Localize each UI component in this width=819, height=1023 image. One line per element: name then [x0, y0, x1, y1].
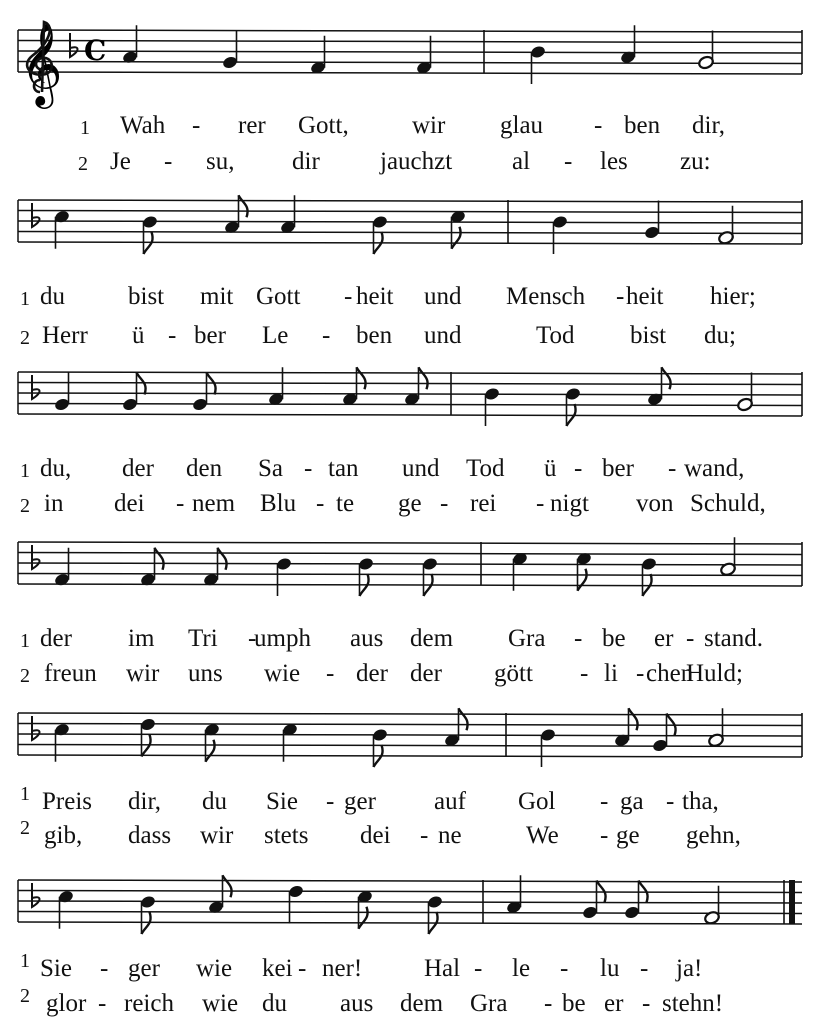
lyric-syllable: heit: [626, 283, 664, 310]
lyric-syllable: in: [44, 490, 64, 517]
lyric-syllable: Gott: [256, 283, 301, 310]
lyric-syllable: -: [164, 148, 173, 175]
lyric-syllable: uns: [188, 660, 223, 687]
lyric-syllable: freun: [44, 660, 97, 687]
lyric-syllable: ne: [438, 822, 462, 849]
lyric-syllable: ge: [616, 822, 640, 849]
lyric-syllable: und: [402, 455, 440, 482]
verse-number: 1: [20, 288, 30, 310]
lyric-syllable: stand.: [704, 625, 764, 652]
lyric-syllable: -: [574, 455, 583, 482]
lyric-syllable: er: [604, 990, 624, 1017]
flat-icon: [32, 883, 40, 907]
lyric-syllable: reich: [124, 990, 174, 1017]
verse-number: 2: [20, 327, 30, 349]
lyric-syllable: und: [424, 322, 462, 349]
lyric-syllable: -: [560, 955, 569, 982]
staff-line: [18, 901, 802, 903]
lyric-syllable: ber: [194, 322, 226, 349]
time-signature: C: [84, 34, 107, 67]
lyric-syllable: den: [186, 455, 223, 482]
lyric-syllable: -: [686, 625, 695, 652]
lyric-syllable: Schuld,: [690, 490, 766, 517]
lyric-syllable: ben: [356, 322, 393, 349]
lyric-syllable: Je: [110, 148, 131, 175]
lyric-syllable: Hal: [424, 955, 461, 982]
verse-number: 1: [20, 783, 30, 805]
verse-number: 2: [20, 495, 30, 517]
lyric-syllable: von: [636, 490, 674, 517]
lyric-syllable: er: [654, 625, 674, 652]
lyric-syllable: der: [410, 660, 442, 687]
lyric-syllable: Huld;: [686, 660, 743, 687]
lyric-syllable: be: [562, 990, 586, 1017]
lyric-syllable: du;: [704, 322, 736, 349]
lyric-syllable: Preis: [42, 788, 92, 815]
lyric-syllable: wir: [200, 822, 234, 849]
staff-line: [18, 912, 802, 914]
lyric-syllable: ger: [128, 955, 160, 982]
lyric-syllable: be: [602, 625, 626, 652]
note-flag: [359, 907, 368, 929]
lyric-syllable: der: [40, 625, 72, 652]
lyric-syllable: -: [192, 112, 201, 139]
lyric-syllable: Tod: [466, 455, 505, 482]
lyric-syllable: -: [580, 660, 589, 687]
lyric-syllable: -: [100, 955, 109, 982]
lyric-syllable: We: [526, 822, 559, 849]
lyric-syllable: lu: [600, 955, 620, 982]
lyric-syllable: -: [98, 990, 107, 1017]
staff-line: [18, 891, 802, 893]
lyric-syllable: -: [536, 490, 545, 517]
lyric-syllable: su,: [206, 148, 235, 175]
lyric-syllable: -: [298, 955, 307, 982]
lyric-syllable: auf: [434, 788, 466, 815]
lyric-syllable: stets: [264, 822, 309, 849]
lyric-syllable: hier;: [710, 283, 756, 310]
lyric-syllable: wie: [202, 990, 239, 1017]
lyric-syllable: kei: [262, 955, 293, 982]
lyric-syllable: Sa: [258, 455, 283, 482]
lyric-syllable: ben: [624, 112, 661, 139]
lyric-syllable: mit: [200, 283, 234, 310]
lyric-syllable: Gol: [518, 788, 556, 815]
verse-number: 2: [78, 153, 88, 175]
lyric-syllable: -: [344, 283, 353, 310]
lyric-syllable: -: [640, 955, 649, 982]
lyric-syllable: -: [474, 955, 483, 982]
lyric-syllable: -: [322, 322, 331, 349]
note-flag: [223, 875, 232, 897]
lyric-syllable: ner!: [322, 955, 363, 982]
lyric-syllable: der: [356, 660, 388, 687]
lyric-syllable: al: [512, 148, 531, 175]
lyric-syllable: heit: [356, 283, 394, 310]
lyric-syllable: Tri: [188, 625, 218, 652]
lyric-syllable: -: [316, 490, 325, 517]
lyric-syllable: -: [642, 990, 651, 1017]
lyric-syllable: dir: [292, 148, 320, 175]
lyric-syllable: du: [40, 283, 65, 310]
lyric-syllable: und: [424, 283, 462, 310]
lyric-syllable: te: [336, 490, 355, 517]
lyric-syllable: tha,: [682, 788, 719, 815]
lyric-syllable: du: [202, 788, 227, 815]
lyric-syllable: der: [122, 455, 154, 482]
lyric-syllable: wir: [412, 112, 446, 139]
lyric-syllable: ü: [544, 455, 557, 482]
lyric-syllable: ge: [398, 490, 422, 517]
lyric-syllable: ber: [602, 455, 634, 482]
lyric-syllable: -: [420, 822, 429, 849]
lyric-syllable: -: [326, 660, 335, 687]
lyric-syllable: glau: [500, 112, 544, 139]
lyric-syllable: ü: [132, 322, 145, 349]
lyric-syllable: Sie: [266, 788, 298, 815]
lyric-syllable: le: [512, 955, 531, 982]
lyric-syllable: gib,: [44, 822, 83, 849]
lyric-syllable: Mensch: [506, 283, 586, 310]
lyric-syllable: -: [666, 788, 675, 815]
lyric-syllable: chen: [646, 660, 694, 687]
verse-number: 2: [20, 665, 30, 687]
verse-number: 1: [20, 950, 30, 972]
lyric-syllable: dass: [128, 822, 172, 849]
lyric-syllable: jauchzt: [380, 148, 453, 175]
lyric-syllable: aus: [350, 625, 384, 652]
lyric-syllable: Tod: [536, 322, 575, 349]
lyric-syllable: dir,: [692, 112, 726, 139]
lyric-syllable: -: [440, 490, 449, 517]
lyric-syllable: Gra: [508, 625, 546, 652]
lyric-syllable: umph: [254, 625, 311, 652]
verse-number: 2: [20, 985, 30, 1007]
lyric-syllable: gött: [494, 660, 533, 687]
lyric-syllable: aus: [340, 990, 374, 1017]
lyric-syllable: wand,: [684, 455, 745, 482]
lyric-syllable: -: [668, 455, 677, 482]
lyric-syllable: li: [604, 660, 618, 687]
lyric-syllable: glor: [46, 990, 87, 1017]
lyric-syllable: dem: [410, 625, 454, 652]
lyric-syllable: rei: [470, 490, 497, 517]
lyric-syllable: -: [248, 625, 257, 652]
lyric-syllable: -: [636, 660, 645, 687]
lyric-syllable: -: [600, 822, 609, 849]
lyric-syllable: -: [544, 990, 553, 1017]
lyric-syllable: bist: [630, 322, 667, 349]
lyric-syllable: wie: [196, 955, 233, 982]
lyric-syllable: -: [326, 788, 335, 815]
verse-number: 2: [20, 817, 30, 839]
lyric-syllable: -: [574, 625, 583, 652]
lyric-syllable: dir,: [128, 788, 162, 815]
lyric-syllable: Blu: [260, 490, 297, 517]
lyric-syllable: -: [600, 788, 609, 815]
lyric-syllable: Le: [262, 322, 289, 349]
lyric-syllable: gehn,: [686, 822, 741, 849]
lyric-syllable: Wah: [120, 112, 166, 139]
staff-line: [18, 880, 802, 882]
lyric-syllable: tan: [328, 455, 359, 482]
lyric-syllable: -: [168, 322, 177, 349]
lyric-syllable: nigt: [550, 490, 589, 517]
lyric-syllable: -: [594, 112, 603, 139]
verse-number: 1: [80, 117, 90, 139]
staff-line: [18, 922, 802, 924]
lyric-syllable: stehn!: [662, 990, 724, 1017]
lyric-syllable: du,: [40, 455, 72, 482]
lyric-syllable: dem: [400, 990, 444, 1017]
lyric-syllable: im: [128, 625, 155, 652]
lyric-syllable: les: [600, 148, 628, 175]
lyric-syllable: Gra: [470, 990, 508, 1017]
lyric-syllable: -: [176, 490, 185, 517]
lyric-syllable: Sie: [40, 955, 72, 982]
lyric-syllable: du: [262, 990, 287, 1017]
lyric-syllable: Herr: [42, 322, 88, 349]
lyric-syllable: ga: [620, 788, 644, 815]
lyric-syllable: -: [304, 455, 313, 482]
lyric-syllable: zu:: [680, 148, 711, 175]
lyric-syllable: wie: [264, 660, 301, 687]
lyric-syllable: rer: [238, 112, 266, 139]
lyric-syllable: dei: [114, 490, 145, 517]
lyric-syllable: wir: [126, 660, 160, 687]
lyric-syllable: nem: [192, 490, 236, 517]
lyric-syllable: -: [564, 148, 573, 175]
lyric-syllable: bist: [128, 283, 165, 310]
lyric-syllable: ger: [344, 788, 376, 815]
verse-number: 1: [20, 460, 30, 482]
verse-number: 1: [20, 630, 30, 652]
lyric-syllable: -: [616, 283, 625, 310]
treble-clef-icon: 𝄞: [20, 21, 63, 105]
lyric-syllable: Gott,: [298, 112, 349, 139]
lyric-syllable: dei: [360, 822, 391, 849]
lyric-syllable: ja!: [676, 955, 703, 982]
